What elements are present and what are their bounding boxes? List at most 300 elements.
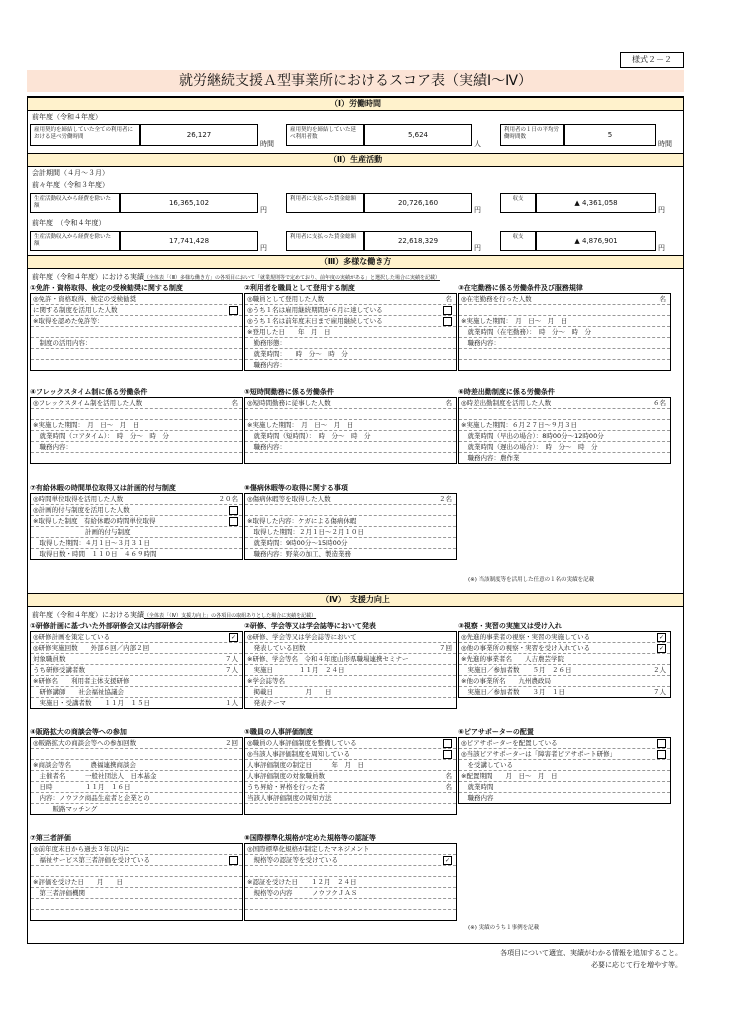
form-row [245, 453, 456, 463]
form-row [31, 698, 242, 708]
row-value: ２名 [439, 495, 452, 503]
row-label: 主催者名 一般社団法人 日本基金 [33, 772, 157, 780]
form-row [31, 349, 242, 360]
row-label: 制度の活用内容： [33, 339, 92, 347]
sec4-item-4 [30, 727, 243, 815]
row-label: うち昇給・昇格を行った者 [247, 783, 325, 791]
row-value: ７人 [225, 655, 238, 663]
curr-balance-value: ▲ 4,876,901 [574, 237, 618, 245]
row-label: ※研修、学会等名 令和４年度山形県職場連携セミナー [247, 655, 409, 663]
sec3-item-title: ⑥時差出勤制度に係る労働条件 [458, 388, 555, 396]
form-row [245, 749, 456, 760]
form-row [245, 771, 456, 782]
row-label: ※取得した制度 有給休暇の時間単位取得 [33, 517, 156, 525]
form-row [31, 877, 242, 888]
page-title: 就労継続支援Ａ型事業所におけるスコア表（実績Ⅰ～Ⅳ） [27, 70, 684, 92]
form-row [459, 771, 670, 782]
sec3-item-title: ③在宅勤務に係る労働条件及び服務規律 [458, 284, 583, 292]
sec4-item-2 [244, 621, 457, 709]
sec4-item-title: ④販路拡大の商談会等への参加 [30, 728, 127, 736]
form-row [31, 494, 242, 505]
form-row [459, 316, 670, 327]
row-label: ◎うち１名は雇用継続期間が６月に達している [247, 306, 383, 314]
row-label: に関する制度を活用した人数 [33, 306, 118, 314]
checkbox[interactable] [229, 506, 238, 515]
form-row [31, 327, 242, 338]
row-value: ２０名 [218, 495, 238, 503]
sec4-lead-note: （全体表「（Ⅳ）支援力向上」の各項目の取組ありとした場合に実績を記載） [144, 613, 317, 619]
row-value: ７人 [653, 688, 666, 696]
form-row [459, 398, 670, 409]
row-label: ◎職員として登用した人数 [247, 295, 325, 303]
sec4-item-5 [244, 727, 457, 815]
row-value [443, 855, 452, 865]
row-label: ◎当該ピアサポーターは「障害者ピアサポート研修」 [461, 750, 617, 758]
sec3-item-title: ⑦有給休暇の時間単位取得又は計画的付与制度 [30, 484, 176, 492]
row-label: ◎研修計画を策定している [33, 633, 111, 641]
form-row [31, 505, 242, 516]
row-value: 名 [445, 295, 452, 303]
form-row [31, 431, 242, 442]
form-row [459, 294, 670, 305]
row-label: 就業時間： 時 分～ 時 分 [247, 350, 348, 358]
row-label: 実施日／参加者数 ５月 ２６日 [461, 666, 572, 674]
sec4-item-rows [244, 631, 457, 709]
checkbox[interactable] [443, 750, 452, 759]
form-row [31, 632, 242, 643]
form-row [31, 771, 242, 782]
row-label: 福祉サービス第三者評価を受けている [33, 856, 150, 864]
form-row [459, 738, 670, 749]
sec3-item-3 [458, 283, 671, 371]
form-row [245, 793, 456, 804]
row-label: ※取得を認めた免許等： [33, 317, 104, 325]
row-label: ※実施した期間： 月 日～ 月 日 [33, 421, 140, 429]
row-value [229, 505, 238, 515]
form-row [459, 338, 670, 349]
checkbox[interactable] [229, 856, 238, 865]
form-row [459, 676, 670, 687]
row-value: ７回 [439, 644, 452, 652]
sec2-header: （Ⅱ）生産活動 [28, 153, 683, 167]
form-row [245, 316, 456, 327]
sec1-period: 前年度（令和４年度） [32, 113, 102, 121]
row-label: ◎フレックスタイム制を活用した人数 [33, 399, 143, 407]
row-label: 就業時間（在宅勤務）： 時 分～ 時 分 [461, 328, 591, 336]
form-row [459, 305, 670, 316]
form-row [459, 349, 670, 360]
form-row [31, 782, 242, 793]
form-number: 様式２－２ [620, 52, 684, 68]
row-label: ◎短時間勤務に従事した人数 [247, 399, 331, 407]
form-row [245, 698, 456, 708]
form-row [245, 782, 456, 793]
form-row [459, 453, 670, 463]
sec3-item-title: ①免許・資格取得、検定の受検勧奨に関する制度 [30, 284, 183, 292]
row-label: 発表している回数 [247, 644, 306, 652]
form-row [245, 888, 456, 899]
checkbox[interactable] [443, 317, 452, 326]
row-label: ※実施した期間： 月 日～ 月 日 [247, 421, 354, 429]
prev-balance-value: ▲ 4,361,058 [574, 199, 618, 207]
row-label: 研修講師 社会福祉協議会 [33, 688, 124, 696]
row-value [229, 305, 238, 315]
sec1-header: （Ⅰ）労働時間 [28, 97, 683, 111]
form-row [245, 643, 456, 654]
prev-income-value: 16,365,102 [168, 199, 210, 207]
checkbox[interactable]: ✓ [658, 633, 665, 641]
form-row [245, 431, 456, 442]
row-label: ※商談会等名 農福連携商談会 [33, 761, 136, 769]
row-label: を受講している [461, 761, 513, 769]
form-row [31, 453, 242, 463]
row-label: 職務内容： [33, 443, 72, 451]
form-row [245, 654, 456, 665]
footer-line2: 必要に応じて行を増やす等。 [591, 961, 682, 969]
row-label: ※他の事業所名 九州農政局 [461, 677, 551, 685]
row-label: 就業時間（早出の場合）：8時00分～12時00分 [461, 432, 604, 440]
form-row [245, 866, 456, 877]
row-value: ７人 [225, 666, 238, 674]
curr-income-label: 生産活動収入から経費を除いた額 [30, 231, 120, 251]
sec4-item-1 [30, 621, 243, 709]
row-value [657, 749, 666, 759]
row-label: ◎時間単位取得を活用した人数 [33, 495, 124, 503]
form-row [245, 844, 456, 855]
sec3-item-8 [244, 483, 457, 560]
sec4-item-rows [244, 843, 457, 921]
form-row [31, 910, 242, 920]
row-label: 就業時間（短時間）： 時 分～ 時 分 [247, 432, 371, 440]
form-row [31, 516, 242, 527]
checkbox[interactable]: ✓ [658, 644, 665, 652]
checkbox[interactable] [657, 750, 666, 759]
row-label: 日時 １１月 １６日 [33, 783, 131, 791]
form-row [245, 338, 456, 349]
checkbox[interactable] [229, 306, 238, 315]
row-label: 当該人事評価制度の周知方法 [247, 794, 332, 802]
sec3-item-rows [244, 493, 457, 560]
row-label: うち研修受講者数 [33, 666, 85, 674]
row-value [443, 738, 452, 748]
form-row [459, 687, 670, 697]
form-row [31, 665, 242, 676]
form-row [31, 793, 242, 804]
row-label: ※認証を受けた日 １２月 ２４日 [247, 878, 357, 886]
form-row [245, 665, 456, 676]
sec3-item-rows [244, 293, 457, 371]
sec1-c2-value: 5,624 [407, 131, 429, 139]
checkbox[interactable]: ✓ [444, 856, 451, 864]
form-row [245, 349, 456, 360]
sec4-item-7 [30, 833, 243, 921]
curr-wage-label: 利用者に支払った賃金総額 [286, 231, 364, 251]
row-label: 対象職員数 [33, 655, 66, 663]
row-label: 人事評価制度の対象職員数 [247, 772, 325, 780]
form-row [31, 643, 242, 654]
row-value [443, 749, 452, 759]
form-row [245, 676, 456, 687]
form-row [245, 516, 456, 527]
sec3-lead [32, 273, 440, 283]
sec3-note: (※) 当該制度等を活用した任意の１名の実績を記載 [468, 577, 595, 583]
form-row [245, 687, 456, 698]
form-row [31, 855, 242, 866]
row-label: 勤務形態： [247, 339, 286, 347]
form-row [459, 782, 670, 793]
prev-balance-label: 収支 [500, 193, 536, 213]
row-label: ※評価を受けた日 月 日 [33, 878, 123, 886]
sec4-item-title: ⑤職員の人事評価制度 [244, 728, 313, 736]
row-label: 職務内容：農作業 [461, 454, 520, 462]
sec4-item-3 [458, 621, 671, 698]
form-row [459, 632, 670, 643]
sec3-lead-note: （全体表「（Ⅲ）多様な働き方」の各項目において「就業規則等で定めており、前年度の実績がある」と選択した場合に実績を記載） [144, 275, 440, 281]
row-value [657, 632, 666, 642]
sec3-item-6 [458, 387, 671, 464]
form-row [245, 494, 456, 505]
row-label: 掲載日 月 日 [247, 688, 332, 696]
row-label: ◎計画的付与制度を活用した人数 [33, 506, 130, 514]
row-label: ※取得した内容：ケガによる傷病休暇 [247, 517, 357, 525]
checkbox[interactable] [443, 306, 452, 315]
row-label: 発表テーマ [247, 699, 286, 707]
form-row [31, 804, 242, 814]
form-row [245, 760, 456, 771]
sec4-lead-text: 前年度（令和４年度）における実績 [32, 611, 144, 619]
sec3-lead-text: 前年度（令和４年度）における実績 [32, 273, 144, 281]
form-row [31, 538, 242, 549]
row-label: ※学会誌等名 [247, 677, 285, 685]
row-label: 実施日 １１月 ２４日 [247, 666, 345, 674]
prev-income-label: 生産活動収入から経費を除いた額 [30, 193, 120, 213]
row-value [657, 643, 666, 653]
form-row [31, 676, 242, 687]
form-row [31, 738, 242, 749]
prev-wage-label: 利用者に支払った賃金総額 [286, 193, 364, 213]
row-label: 計画的付与制度 [33, 528, 131, 536]
form-row [459, 360, 670, 370]
form-row [31, 844, 242, 855]
checkbox[interactable]: ✓ [230, 633, 237, 641]
form-row [245, 549, 456, 559]
form-row [245, 910, 456, 920]
row-label: 職務内容：野菜の加工、製造業務 [247, 550, 351, 558]
row-label: ◎国際標準化規格が制定したマネジメント [247, 845, 370, 853]
form-row [245, 804, 456, 814]
row-label: ◎傷病休暇等を取得した人数 [247, 495, 331, 503]
sec4-item-6 [458, 727, 671, 804]
sec1-c1-value: 26,127 [186, 131, 212, 139]
form-row [31, 760, 242, 771]
row-label: 規格等の内容 ノウフクＪＡＳ [247, 889, 358, 897]
sec2-curr-label: 前年度 （令和４年度） [32, 219, 106, 227]
sec1-c3-unit: 時間 [658, 140, 672, 148]
row-label: 職務内容： [247, 443, 286, 451]
row-label: 人事評価制度の制定日 年 月 日 [247, 761, 364, 769]
sec2-prev-label: 前々年度（令和３年度） [32, 181, 109, 189]
form-row [245, 632, 456, 643]
form-row [31, 899, 242, 910]
prev-income-unit: 円 [260, 206, 267, 214]
prev-balance-unit: 円 [658, 206, 665, 214]
sec4-lead [32, 611, 316, 621]
sec4-item-rows [244, 737, 457, 815]
sec4-item-rows [30, 843, 243, 921]
form-row [245, 899, 456, 910]
form-row [459, 654, 670, 665]
sec3-item-2 [244, 283, 457, 371]
sec3-item-rows [244, 397, 457, 464]
footer-line1: 各項目について適宜、実績がわかる情報を追加すること。 [500, 949, 682, 957]
row-label: ◎うち１名は前年度末日まで雇用継続している [247, 317, 383, 325]
row-label: ◎ピアサポーターを配置している [461, 739, 558, 747]
row-label: ※登用した日 年 月 日 [247, 328, 331, 336]
form-row [31, 888, 242, 899]
form-row [459, 327, 670, 338]
form-row [31, 398, 242, 409]
sec3-item-title: ②利用者を職員として登用する制度 [244, 284, 355, 292]
row-label: 販路マッチング [33, 805, 98, 813]
row-label: ◎研修実施回数 外部６回／内部２回 [33, 644, 150, 652]
row-label: 就業時間（コアタイム）： 時 分～ 時 分 [33, 432, 169, 440]
row-value: ６名 [653, 399, 666, 407]
sec1-c2-label: 雇用契約を締結していた延べ利用者数 [286, 124, 364, 146]
row-label: ◎職員の人事評価制度を整備している [247, 739, 357, 747]
row-label: ※実施した期間： 月 日～ 月 日 [461, 317, 568, 325]
row-value: ２人 [653, 666, 666, 674]
sec4-item-title: ⑥ピアサポーターの配置 [458, 728, 534, 736]
sec3-item-title: ④フレックスタイム制に係る労働条件 [30, 388, 148, 396]
form-row [31, 316, 242, 327]
form-row [245, 527, 456, 538]
row-label: ◎時差出勤制度を活用した人数 [461, 399, 552, 407]
form-row [459, 431, 670, 442]
sec3-item-title: ⑤短時間勤務に係る労働条件 [244, 388, 334, 396]
row-label: ※先進的事業者名 人吉農芸学院 [461, 655, 564, 663]
form-row [459, 442, 670, 453]
form-row [245, 738, 456, 749]
form-row [31, 338, 242, 349]
row-value: 名 [445, 772, 452, 780]
sec3-item-4 [30, 387, 243, 464]
sec3-item-rows [458, 293, 671, 371]
sec4-item-title: ②研修、学会等又は学会誌等において発表 [244, 622, 376, 630]
row-label: 取得した期間：２月１日～２月１０日 [247, 528, 364, 536]
row-label: ◎先進的事業者の視察・実習の実施している [461, 633, 591, 641]
sec1-c1-label: 雇用契約を締結していた全ての利用者における延べ労働時間 [30, 124, 140, 146]
row-label: ◎在宅勤務を行った人数 [461, 295, 532, 303]
checkbox[interactable] [657, 739, 666, 748]
row-value [229, 516, 238, 526]
curr-wage-unit: 円 [474, 244, 481, 252]
sec4-item-title: ③視察・実習の実施又は受け入れ [458, 622, 562, 630]
form-row [31, 409, 242, 420]
form-row [245, 305, 456, 316]
row-value: ２回 [225, 739, 238, 747]
row-value: 名 [659, 295, 666, 303]
form-row [245, 409, 456, 420]
form-row [31, 305, 242, 316]
form-row [31, 360, 242, 370]
curr-income-value: 17,741,428 [168, 237, 210, 245]
sec4-item-title: ⑦第三者評価 [30, 834, 71, 842]
row-label: 取得日数・時間 １１０日 ４６９時間 [33, 550, 157, 558]
row-value [229, 855, 238, 865]
form-row [459, 665, 670, 676]
score-table [27, 96, 684, 944]
sec4-item-rows [30, 737, 243, 815]
row-value [657, 738, 666, 748]
row-label: ◎研修、学会等又は学会誌等において [247, 633, 357, 641]
row-label: 職務内容： [247, 361, 286, 369]
sec2-period: 会計期間（４月～３月） [32, 169, 109, 177]
sec3-item-5 [244, 387, 457, 464]
sec3-item-rows [30, 397, 243, 464]
form-row [245, 855, 456, 866]
sec3-item-rows [458, 397, 671, 464]
sec1-c1-unit: 時間 [260, 140, 274, 148]
form-row [459, 420, 670, 431]
form-row [459, 409, 670, 420]
form-row [245, 294, 456, 305]
sec3-header: （Ⅲ）多様な働き方 [28, 255, 683, 269]
row-label: ※研修名 利用者主体支援研修 [33, 677, 130, 685]
form-row [31, 687, 242, 698]
row-label: 就業時間 [461, 783, 494, 791]
row-value [229, 632, 238, 642]
row-label: ◎前年度末日から過去３年以内に [33, 845, 130, 853]
checkbox[interactable] [443, 739, 452, 748]
curr-wage-value: 22,618,329 [397, 237, 439, 245]
form-row [31, 442, 242, 453]
form-row [245, 360, 456, 370]
prev-wage-unit: 円 [474, 206, 481, 214]
row-label: ◎免許・資格取得、検定の受検勧奨 [33, 295, 137, 303]
row-label: 就業時間（遅出の場合）： 時 分～ 時 分 [461, 443, 598, 451]
row-value: １人 [225, 699, 238, 707]
form-row [459, 793, 670, 803]
curr-balance-unit: 円 [658, 244, 665, 252]
row-label: ◎他の事業所の視察・実習を受け入れている [461, 644, 591, 652]
form-row [31, 654, 242, 665]
form-row [245, 420, 456, 431]
form-row [459, 749, 670, 760]
row-label: 規格等の認証等を受けている [247, 856, 338, 864]
sec3-item-title: ⑧傷病休暇等の取得に関する事項 [244, 484, 348, 492]
prev-wage-value: 20,726,160 [397, 199, 439, 207]
form-row [245, 505, 456, 516]
row-label: ※配置期間 月 日～ 月 日 [461, 772, 558, 780]
form-row [459, 643, 670, 654]
form-row [31, 549, 242, 559]
row-label: 就業時間：9時00分～15時00分 [247, 539, 348, 547]
sec3-item-7 [30, 483, 243, 560]
sec3-item-rows [30, 493, 243, 560]
sec4-item-8 [244, 833, 457, 921]
sec4-note: (※) 実績のうち１事例を記載 [468, 925, 540, 931]
form-row [31, 866, 242, 877]
checkbox[interactable] [229, 517, 238, 526]
row-value: 名 [445, 783, 452, 791]
form-row [245, 442, 456, 453]
sec4-item-rows [30, 631, 243, 709]
sec4-item-rows [458, 631, 671, 698]
row-value: 名 [231, 399, 238, 407]
form-row [245, 538, 456, 549]
form-row [459, 760, 670, 771]
sec4-header: （Ⅳ） 支援力向上 [28, 593, 683, 607]
